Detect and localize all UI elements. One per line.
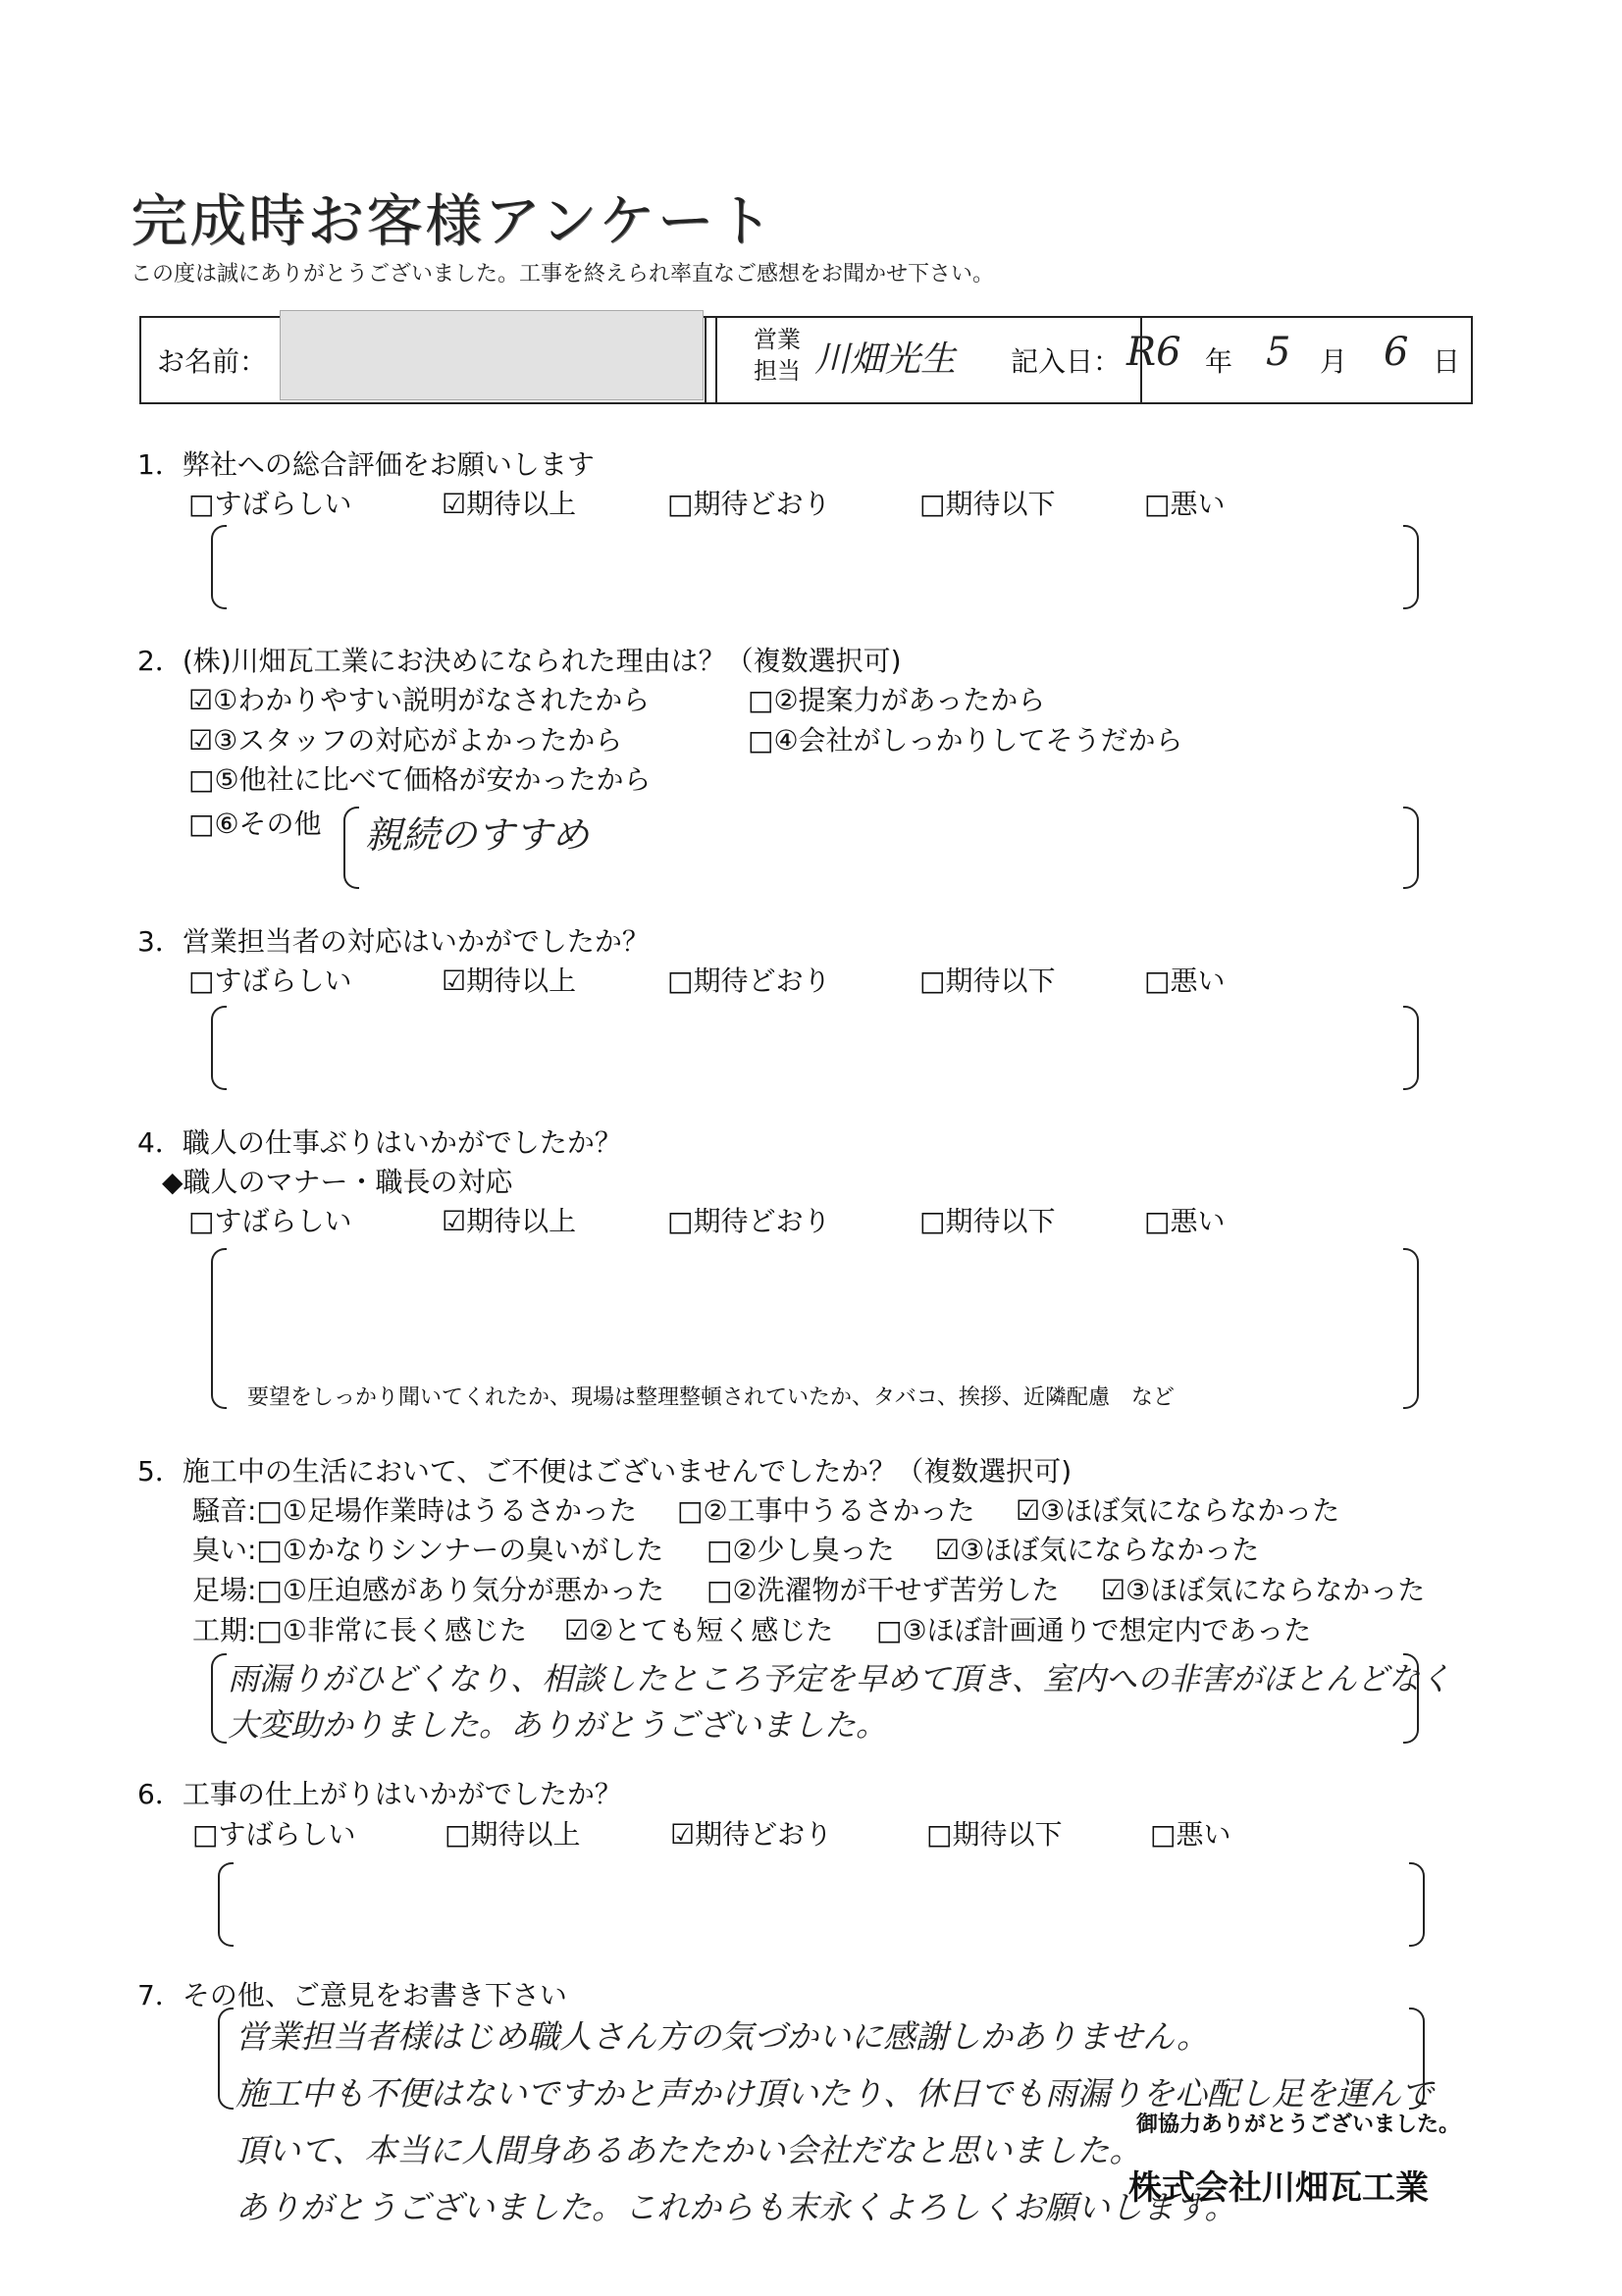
q5-option[interactable]: 足場:□①圧迫感があり気分が悪かった: [192, 1574, 664, 1606]
q1-option[interactable]: □すばらしい: [188, 488, 352, 520]
q5-option[interactable]: ☑③ほぼ気にならなかった: [1101, 1574, 1426, 1606]
q1-option[interactable]: □期待以下: [919, 488, 1056, 520]
date-label: 記入日：: [1011, 345, 1122, 378]
q2-option[interactable]: □②提案力があったから: [748, 684, 1046, 716]
q2-option[interactable]: □④会社がしっかりしてそうだから: [748, 724, 1183, 757]
q1-comment-bracket-left: [211, 525, 227, 609]
q4-comment-bracket-right: [1403, 1248, 1419, 1409]
page-subtitle: この度は誠にありがとうございました。工事を終えられ率直なご感想をお聞かせ下さい。: [131, 262, 995, 287]
q5-option[interactable]: □②工事中うるさかった: [677, 1494, 975, 1527]
q2-option[interactable]: ☑③スタッフの対応がよかったから: [188, 724, 623, 757]
q5-comment-bracket-left: [211, 1653, 227, 1744]
day-unit: 日: [1433, 345, 1461, 378]
sales-name: 川畑光生: [814, 339, 957, 380]
q6-option[interactable]: ☑期待どおり: [670, 1818, 833, 1851]
q7-comment-line: 頂いて、本当に人間身あるあたたかい会社だなと思いました。: [235, 2131, 1142, 2169]
q4-comment-bracket-left: [211, 1248, 227, 1409]
q5-option[interactable]: 騒音:□①足場作業時はうるさかった: [192, 1494, 637, 1527]
q1-comment-bracket-right: [1403, 525, 1419, 609]
q2-other-bracket-left: [343, 807, 359, 889]
q7-comment-line: 施工中も不便はないですかと声かけ頂いたり、休日でも雨漏りを心配し足を運んで: [235, 2074, 1434, 2113]
q1-option[interactable]: ☑期待以上: [442, 488, 577, 520]
q2-option[interactable]: □⑥その他: [188, 808, 322, 840]
q5-title: 5．施工中の生活において、ご不便はございませんでしたか？（複数選択可): [137, 1455, 1073, 1487]
company-name: 株式会社川畑瓦工業: [1128, 2168, 1429, 2208]
q3-title: 3．営業担当者の対応はいかがでしたか？: [137, 925, 650, 958]
q3-option[interactable]: □期待どおり: [667, 965, 831, 997]
q4-subtitle: ◆職人のマナー・職長の対応: [162, 1166, 513, 1198]
year-unit: 年: [1205, 345, 1233, 378]
q5-option[interactable]: 臭い:□①かなりシンナーの臭いがした: [192, 1534, 664, 1566]
q5-option[interactable]: □③ほぼ計画通りで想定内であった: [876, 1614, 1312, 1646]
q3-comment-bracket-left: [211, 1006, 227, 1090]
q7-title: 7．その他、ご意見をお書き下さい: [137, 1979, 567, 2011]
q5-option[interactable]: ☑③ほぼ気にならなかった: [1016, 1494, 1340, 1527]
name-field-redacted: [280, 310, 704, 400]
q1-option[interactable]: □期待どおり: [667, 488, 831, 520]
q5-option[interactable]: 工期:□①非常に長く感じた: [192, 1614, 527, 1646]
q4-option[interactable]: □すばらしい: [188, 1205, 352, 1237]
q2-other-text: 親続のすすめ: [365, 813, 590, 857]
q6-title: 6．工事の仕上がりはいかがでしたか？: [137, 1778, 622, 1810]
q6-comment-bracket-left: [218, 1862, 234, 1947]
q7-comment-line: ありがとうございました。これからも末永くよろしくお願いします。: [235, 2188, 1237, 2226]
q3-option[interactable]: □悪い: [1144, 965, 1226, 997]
q6-option[interactable]: □期待以上: [445, 1818, 581, 1851]
page-title: 完成時お客様アンケート: [131, 187, 775, 254]
q4-title: 4．職人の仕事ぶりはいかがでしたか？: [137, 1126, 622, 1159]
footer-thanks: 御協力ありがとうございました。: [1136, 2113, 1461, 2137]
q7-comment-line: 営業担当者様はじめ職人さん方の気づかいに感謝しかありません。: [235, 2017, 1209, 2056]
q5-option[interactable]: □②洗濯物が干せず苦労した: [706, 1574, 1060, 1606]
month-unit: 月: [1320, 345, 1348, 378]
q2-option[interactable]: □⑤他社に比べて価格が安かったから: [188, 763, 652, 796]
name-label: お名前：: [157, 345, 268, 378]
q4-note: 要望をしっかり聞いてくれたか、現場は整理整頓されていたか、タバコ、挨拶、近隣配慮 など: [247, 1385, 1175, 1410]
q2-title: 2．(株)川畑瓦工業にお決めになられた理由は？（複数選択可): [137, 645, 902, 677]
q5-option[interactable]: ☑③ほぼ気にならなかった: [935, 1534, 1260, 1566]
q3-option[interactable]: □すばらしい: [188, 965, 352, 997]
q4-option[interactable]: ☑期待以上: [442, 1205, 577, 1237]
q1-option[interactable]: □悪い: [1144, 488, 1226, 520]
date-day: 6: [1384, 330, 1409, 375]
q5-option[interactable]: □②少し臭った: [706, 1534, 895, 1566]
q3-option[interactable]: □期待以下: [919, 965, 1056, 997]
q4-option[interactable]: □期待どおり: [667, 1205, 831, 1237]
divider: [715, 318, 717, 402]
q4-option[interactable]: □悪い: [1144, 1205, 1226, 1237]
sales-label: [754, 324, 801, 387]
q6-option[interactable]: □期待以下: [926, 1818, 1063, 1851]
q1-title: 1．弊社への総合評価をお願いします: [137, 448, 595, 481]
q6-option[interactable]: □悪い: [1150, 1818, 1231, 1851]
sales-label-2: 担当: [754, 357, 801, 385]
q3-comment-bracket-right: [1403, 1006, 1419, 1090]
q5-comment-line: 大変助かりました。ありがとうございました。: [228, 1706, 888, 1744]
q5-option[interactable]: ☑②とても短く感じた: [564, 1614, 834, 1646]
q6-comment-bracket-right: [1409, 1862, 1425, 1947]
q2-option[interactable]: ☑①わかりやすい説明がなされたから: [188, 684, 651, 716]
q4-option[interactable]: □期待以下: [919, 1205, 1056, 1237]
q3-option[interactable]: ☑期待以上: [442, 965, 577, 997]
sales-label-1: 営業: [754, 326, 801, 353]
date-month: 5: [1266, 330, 1291, 375]
q7-comment-bracket-left: [218, 2008, 234, 2110]
date-era: R6: [1126, 330, 1181, 375]
q6-option[interactable]: □すばらしい: [192, 1818, 356, 1851]
q2-other-bracket-right: [1403, 807, 1419, 889]
q5-comment-line: 雨漏りがひどくなり、相談したところ予定を早めて頂き、室内への非害がほとんどなく: [228, 1660, 1451, 1697]
